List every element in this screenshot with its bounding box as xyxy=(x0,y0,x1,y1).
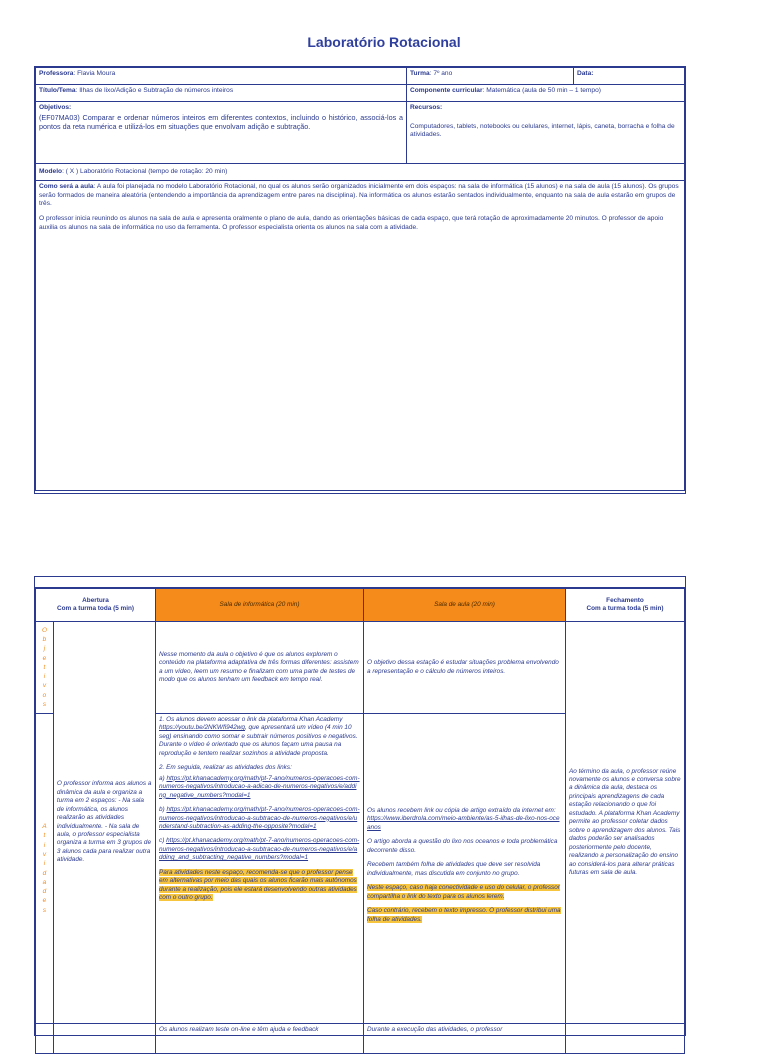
professora-value: Flavia Moura xyxy=(77,70,116,77)
aula-step-2: O artigo aborda a questão do lixo nos oceanos e toda problemática decorrente disso. xyxy=(367,838,558,854)
recursos-text: Computadores, tablets, notebooks ou celulares, internet, lápis, caneta, borracha e folha de atividades. xyxy=(410,122,675,139)
turma-value: 7º ano xyxy=(433,70,453,77)
inf-step-2: 2. Em seguida, realizar as atividades dos links: xyxy=(159,764,292,772)
professora-label: Professora xyxy=(39,70,74,77)
header-abertura-sub: Com a turma toda (5 min) xyxy=(56,605,135,612)
header-abertura-title: Abertura xyxy=(82,596,109,604)
fechamento-row3 xyxy=(566,1024,685,1054)
header-informatica: Sala de informática (20 min) xyxy=(156,589,364,622)
inf-b-prefix: b) xyxy=(159,806,165,814)
como-text-1: A aula foi planejada no modelo Laboratório Rotacional, no qual os alunos serão organizados inicialmente em dois espaços: na sala de informática (15 alunos) e na sala de aula (15 alunos). Os grupos serão formados de maneira aleatória (entendendo a importância da aprendizagem entre pares na disciplina). Na informática os alunos estarão sentados individualmente, enquanto na sala de aula estarão em grupos de três. xyxy=(39,183,679,208)
objetivo-informatica: Nesse momento da aula o objetivo é que os alunos explorem o conteúdo na plataforma adaptativa de três formas diferentes: assistem a um vídeo, leem um resumo e finalizam com uma parte de testes de modo que os alunos tenham um feedback em tempo real. xyxy=(156,622,364,714)
data-label: Data: xyxy=(577,70,594,77)
inf-a-prefix: a) xyxy=(159,774,165,782)
aula-step-3: Recebem também folha de atividades que deve ser resolvida individualmente, mas discutida em conjunto no grupo. xyxy=(367,861,541,877)
atividades-informatica xyxy=(156,714,364,1024)
recursos-cell xyxy=(407,102,685,164)
lesson-plan-table xyxy=(35,588,685,1054)
youtube-link[interactable]: https://youtu.be/2NKWfi942wg xyxy=(159,724,245,732)
fechamento-text: Ao término da aula, o professor reúne novamente os alunos e conversa sobre a dinâmica da aula, destaca os principais aprendizagens de cada estação relacionando o que foi estudado. A plataforma Khan Academy permite ao professor coletar dados sobre o aprendizagem dos alunos. Tais dados poderão ser analisados posteriormente pelo docente, realizando a personalização do ensino ao considerá-los para alterar práticas futuras em sala de aula. xyxy=(566,622,685,1024)
componente-value: Matemática (aula de 50 min – 1 tempo) xyxy=(486,87,601,94)
row-label-atividades: A t i v i d a d e s xyxy=(36,714,54,1024)
modelo-value: ( X ) Laboratório Rotacional (tempo de rotação: 20 min) xyxy=(65,167,228,175)
data-cell xyxy=(574,68,685,85)
inf-highlight-note: Para atividades neste espaço, recomenda-se que o professor pense em alternativas por meio das quais os alunos ficarão mais autônomos durante a realização, pois ele estará desenvolvendo outras atividades com o outro grupo. xyxy=(159,868,357,902)
professora-cell: Professora: Flavia Moura xyxy=(36,68,407,85)
iberdrola-link[interactable]: https://www.iberdrola.com/meio-ambiente/as-5-ilhas-de-lixo-nos-oceanos xyxy=(367,815,560,831)
como-sera-cell: Como será a aula: A aula foi planejada no modelo Laboratório Rotacional, no qual os alunos serão organizados inicialmente em dois espaços: na sala de informática (15 alunos) e na sala de aula (15 alunos). Os grupos serão formados de maneira aleatória (entendendo a importância da aprendizagem entre pares na disciplina). Na informática os alunos estarão sentados individualmente, enquanto na sala de aula estarão em grupos de três. O professor inicia reunindo os alunos na sala de aula e apresenta oralmente o plano de aula, dando as orientações básicas de cada espaço, que terá rotação de aproximadamente 20 minutos. O professor de apoio auxilia os alunos na sala de informática no uso da ferramenta. O professor especialista orienta os alunos na sala com a atividade. xyxy=(36,181,685,491)
header-fechamento xyxy=(566,589,685,622)
khan-link-c[interactable]: https://pt.khanacademy.org/math/pt-7-ano/numeros-operacoes-com-numeros-negativos/introducao-a-subtracao-de-numeros-negativos/e/adding_and_subtracting_negative_numbers?modal=1 xyxy=(159,837,360,862)
turma-cell: Turma: 7º ano xyxy=(407,68,574,85)
aula-highlight-1: Neste espaço, caso haja conectividade e uso do celular, o professor compartilha o link do texto para os alunos lerem. xyxy=(367,884,560,900)
khan-link-b[interactable]: https://pt.khanacademy.org/math/pt-7-ano/numeros-operacoes-com-numeros-negativos/introducao-a-subtracao-de-numeros-negativos/e/understand-subtraction-as-adding-the-opposite?modal=1 xyxy=(159,806,360,830)
inf-step-1b: , que apresentará um vídeo (4 min 10 seg) ensinando como somar e subtrair números positivos e negativos. xyxy=(159,724,358,740)
recursos-label: Recursos: xyxy=(410,104,443,111)
abertura-text: O professor informa aos alunos a dinâmica da aula e organiza a turma em 2 espaços: - Na sala de informática, os alunos realizarão as atividades individualmente. - Na sala de aula, o professor especialista organiza a turma em 3 grupos de 3 alunos cada para realizar outra atividade. xyxy=(53,622,155,1024)
componente-label: Componente curricular xyxy=(410,87,483,94)
inf-step-1: 1. Os alunos devem acessar o link da plataforma Khan Academy xyxy=(159,716,343,723)
header-abertura xyxy=(36,589,156,622)
row3-sala-aula: Durante a execução das atividades, o professor xyxy=(364,1024,566,1054)
titulo-label: Título/Tema xyxy=(39,87,76,94)
lesson-info-table xyxy=(35,67,685,491)
objetivos-text: (EF07MA03) Comparar e ordenar números inteiros em diferentes contextos, incluindo o histórico, associá-los a pontos da reta numérica e utilizá-los em situações que envolvam adição e subtração. xyxy=(39,112,403,132)
row-label-3 xyxy=(36,1024,54,1054)
header-sala-aula: Sala de aula (20 min) xyxy=(364,589,566,622)
modelo-label: Modelo xyxy=(39,167,63,175)
plan-top-band xyxy=(35,577,685,588)
como-label: Como será a aula xyxy=(39,183,94,190)
turma-label: Turma xyxy=(410,70,430,77)
aula-highlight-2: Caso contrário, recebem o texto impresso. O professor distribui uma folha de atividades. xyxy=(367,907,561,923)
abertura-row3 xyxy=(53,1024,155,1054)
atividades-sala-aula xyxy=(364,714,566,1024)
header-fechamento-title: Fechamento xyxy=(606,596,644,604)
como-text-2: O professor inicia reunindo os alunos na sala de aula e apresenta oralmente o plano de aula, dando as orientações básicas de cada espaço, que terá rotação de aproximadamente 20 minutos. O professor de apoio auxilia os alunos na sala de informática no uso da ferramenta. O professor especialista orienta os alunos na sala com a atividade. xyxy=(39,215,664,231)
page-title: Laboratório Rotacional xyxy=(307,34,461,50)
objetivo-sala-aula: O objetivo dessa estação é estudar situações problema envolvendo a representação e o cálculo de números inteiros. xyxy=(364,622,566,714)
header-fechamento-sub: Com a turma toda (5 min) xyxy=(586,605,664,612)
lesson-info-box xyxy=(34,66,686,494)
aula-step-1: Os alunos recebem link ou cópia de artigo extraído da internet em: xyxy=(367,807,556,814)
objetivos-cell xyxy=(36,102,407,164)
objetivos-label: Objetivos: xyxy=(39,104,72,111)
row-label-objetivos: O b j e t i v o s xyxy=(36,622,54,714)
titulo-value: Ilhas de lixo/Adição e Subtração de números inteiros xyxy=(79,87,234,94)
inf-step-1c: Durante o vídeo é orientado que os alunos façam uma pausa na reprodução e tentem realizar sozinhos a atividade proposta. xyxy=(159,741,342,757)
componente-cell: Componente curricular: Matemática (aula de 50 min – 1 tempo) xyxy=(407,85,685,102)
khan-link-a[interactable]: https://pt.khanacademy.org/math/pt-7-ano/numeros-operacoes-com-numeros-negativos/introducao-a-adicao-de-numeros-negativos/e/adding_negative_numbers?modal=1 xyxy=(159,774,360,799)
row3-informatica: Os alunos realizam teste on-line e têm ajuda e feedback xyxy=(156,1024,364,1054)
lesson-plan-box xyxy=(34,576,686,1036)
modelo-cell: Modelo: ( X ) Laboratório Rotacional (tempo de rotação: 20 min) xyxy=(36,164,685,181)
inf-c-prefix: c) xyxy=(159,837,165,845)
titulo-cell: Título/Tema: Ilhas de lixo/Adição e Subtração de números inteiros xyxy=(36,85,407,102)
